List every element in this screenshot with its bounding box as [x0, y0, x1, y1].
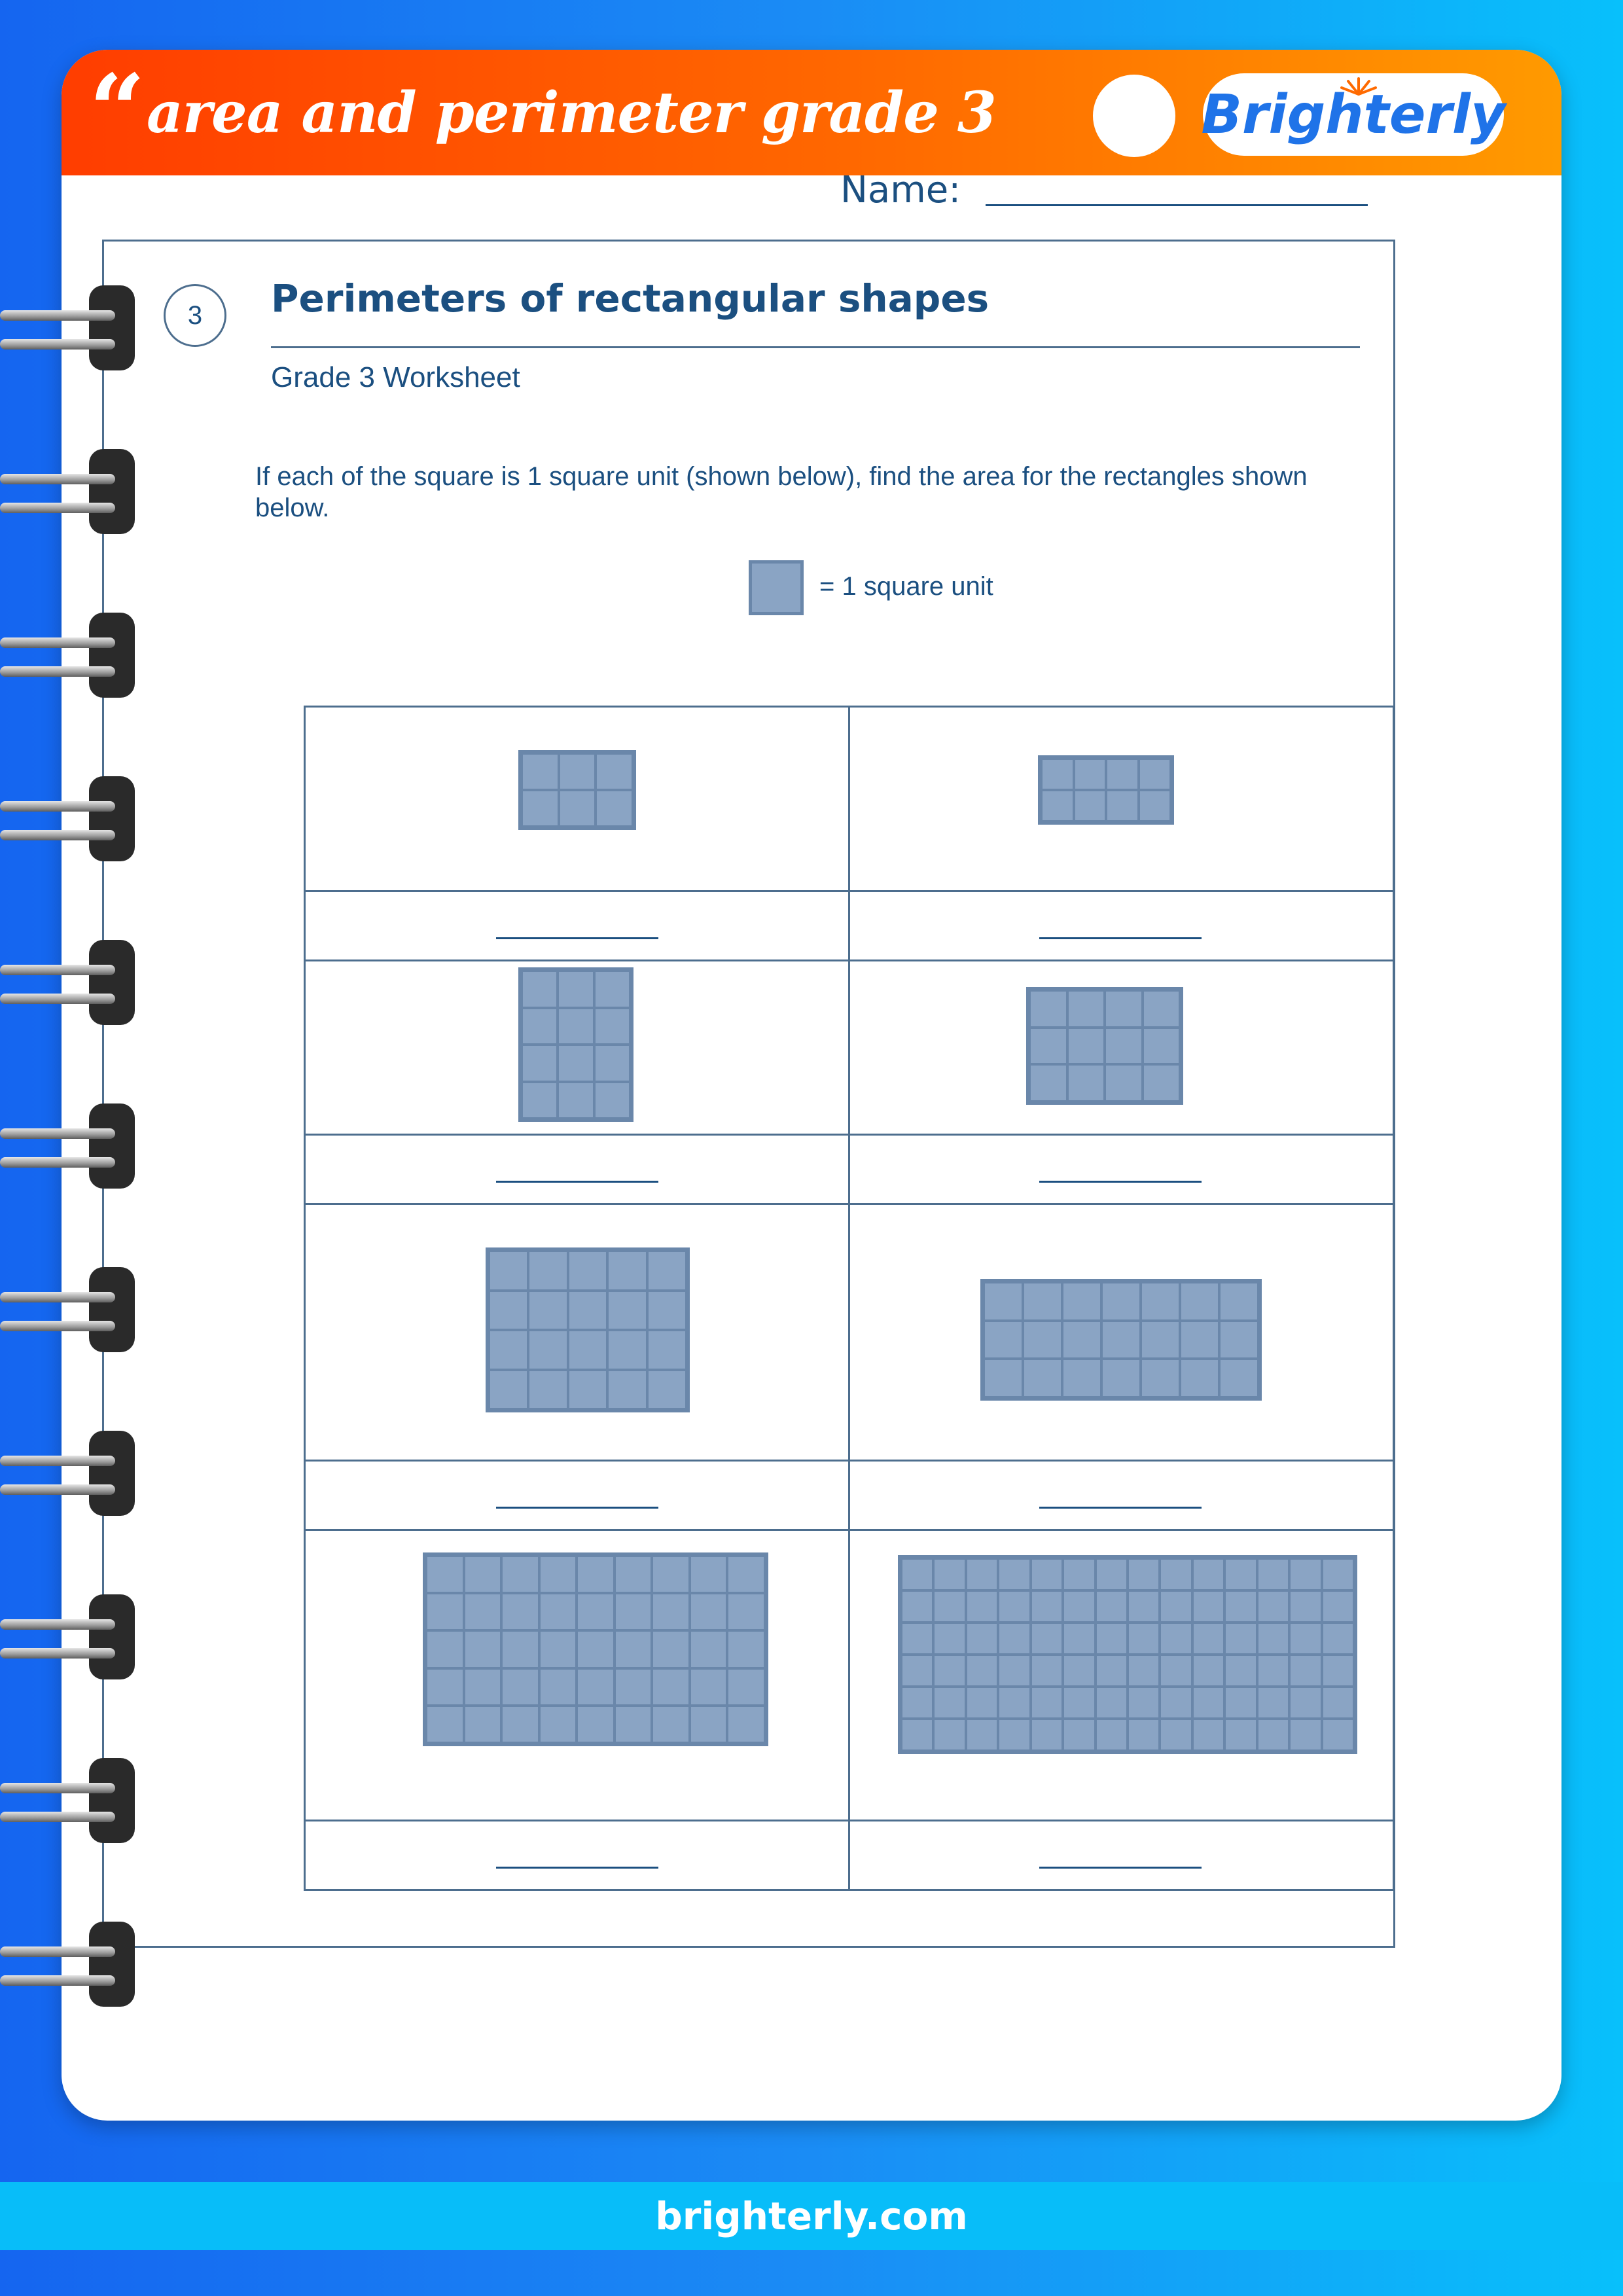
unit-square — [998, 1655, 1030, 1687]
unit-square — [568, 1330, 607, 1370]
unit-square — [647, 1330, 687, 1370]
rectangle-shape — [1026, 987, 1183, 1105]
unit-square — [1105, 1064, 1143, 1102]
unit-square — [568, 1370, 607, 1410]
answer-line[interactable] — [1039, 937, 1202, 939]
unit-square — [690, 1630, 728, 1668]
unit-square — [594, 1082, 630, 1119]
unit-square — [1180, 1321, 1219, 1359]
unit-square — [1128, 1623, 1160, 1655]
unit-square — [901, 1687, 933, 1719]
ring-wire — [0, 1321, 115, 1331]
unit-square — [1219, 1359, 1258, 1397]
spiral-ring — [0, 449, 137, 534]
unit-square — [615, 1556, 652, 1593]
rectangle-shape — [486, 1247, 690, 1412]
ring-wire — [0, 801, 115, 812]
unit-square — [1192, 1590, 1224, 1623]
unit-square — [1041, 759, 1074, 790]
unit-square — [1096, 1590, 1128, 1623]
unit-square — [1143, 1028, 1181, 1065]
ring-hole — [89, 285, 135, 370]
unit-square — [1160, 1623, 1192, 1655]
unit-square — [528, 1330, 567, 1370]
rectangle-shape — [518, 967, 633, 1122]
unit-square — [727, 1668, 765, 1706]
ring-hole — [89, 1758, 135, 1843]
unit-square — [1096, 1719, 1128, 1751]
unit-square — [966, 1623, 998, 1655]
answer-line[interactable] — [496, 1181, 658, 1183]
unit-square — [1063, 1558, 1095, 1590]
unit-square — [464, 1593, 502, 1630]
unit-square — [1105, 990, 1143, 1028]
ring-wire — [0, 1292, 115, 1302]
unit-square — [933, 1558, 965, 1590]
unit-square — [1224, 1590, 1257, 1623]
unit-square — [1101, 1282, 1141, 1321]
unit-square — [1192, 1719, 1224, 1751]
unit-square — [1257, 1655, 1289, 1687]
unit-square — [594, 1045, 630, 1082]
unit-square — [501, 1668, 539, 1706]
unit-square — [1062, 1321, 1101, 1359]
unit-square — [1031, 1623, 1063, 1655]
unit-square — [1023, 1321, 1062, 1359]
unit-square — [933, 1655, 965, 1687]
unit-square — [539, 1668, 577, 1706]
unit-square — [1322, 1687, 1354, 1719]
legend-label: = 1 square unit — [819, 572, 993, 601]
ring-hole — [89, 940, 135, 1025]
spiral-ring — [0, 940, 137, 1025]
unit-square — [528, 1251, 567, 1291]
unit-square — [615, 1630, 652, 1668]
ring-wire — [0, 994, 115, 1004]
unit-square — [1141, 1321, 1180, 1359]
unit-square — [615, 1593, 652, 1630]
unit-square — [652, 1593, 690, 1630]
unit-square — [652, 1630, 690, 1668]
unit-square — [426, 1593, 464, 1630]
unit-square — [1322, 1719, 1354, 1751]
unit-square — [1067, 1064, 1105, 1102]
unit-square — [1096, 1655, 1128, 1687]
ring-wire — [0, 474, 115, 484]
spiral-ring — [0, 613, 137, 698]
unit-square — [1139, 759, 1171, 790]
unit-square — [1257, 1590, 1289, 1623]
unit-square — [1041, 790, 1074, 821]
unit-square — [489, 1251, 528, 1291]
answer-line[interactable] — [1039, 1507, 1202, 1509]
unit-square — [1180, 1282, 1219, 1321]
unit-square — [901, 1590, 933, 1623]
spiral-ring — [0, 1922, 137, 2007]
unit-square — [558, 1045, 594, 1082]
unit-square — [901, 1558, 933, 1590]
unit-square — [998, 1719, 1030, 1751]
ring-wire — [0, 339, 115, 350]
ring-wire — [0, 1946, 115, 1957]
unit-square — [522, 1082, 558, 1119]
unit-square — [539, 1706, 577, 1743]
ring-hole — [89, 1431, 135, 1516]
table-rule — [304, 706, 306, 1891]
unit-square — [1063, 1655, 1095, 1687]
ring-wire — [0, 1975, 115, 1986]
unit-square — [1029, 1028, 1067, 1065]
unit-square — [1257, 1687, 1289, 1719]
unit-square — [1289, 1623, 1321, 1655]
spiral-ring — [0, 1267, 137, 1352]
answer-line[interactable] — [496, 1507, 658, 1509]
unit-square — [727, 1706, 765, 1743]
ring-wire — [0, 637, 115, 648]
unit-square — [559, 753, 596, 790]
unit-square — [1160, 1590, 1192, 1623]
brand-logo-pill[interactable] — [1203, 73, 1504, 156]
unit-square — [1224, 1719, 1257, 1751]
unit-square — [577, 1556, 615, 1593]
unit-square — [1074, 759, 1107, 790]
unit-square — [596, 753, 633, 790]
unit-square — [489, 1291, 528, 1331]
rectangle-shape — [518, 750, 636, 830]
unit-square — [607, 1330, 647, 1370]
ring-hole — [89, 1267, 135, 1352]
unit-square — [501, 1593, 539, 1630]
unit-square — [1096, 1623, 1128, 1655]
unit-square — [1322, 1590, 1354, 1623]
unit-square — [1063, 1590, 1095, 1623]
unit-square — [1160, 1655, 1192, 1687]
ring-wire — [0, 1128, 115, 1139]
unit-square — [426, 1556, 464, 1593]
ring-hole — [89, 613, 135, 698]
unit-square — [933, 1719, 965, 1751]
unit-square — [1128, 1590, 1160, 1623]
unit-square — [1224, 1655, 1257, 1687]
answer-line[interactable] — [1039, 1181, 1202, 1183]
unit-square — [1063, 1623, 1095, 1655]
unit-square — [647, 1370, 687, 1410]
question-number-badge: 3 — [164, 284, 226, 347]
unit-square — [1180, 1359, 1219, 1397]
unit-square — [1143, 990, 1181, 1028]
unit-square — [464, 1630, 502, 1668]
table-rule — [1393, 706, 1395, 1891]
ring-wire — [0, 1812, 115, 1822]
unit-square — [901, 1655, 933, 1687]
unit-square — [577, 1593, 615, 1630]
unit-square — [1063, 1719, 1095, 1751]
unit-square — [607, 1291, 647, 1331]
unit-square — [1067, 1028, 1105, 1065]
rectangle-shape — [980, 1279, 1262, 1401]
unit-square — [1224, 1558, 1257, 1590]
unit-square — [522, 753, 559, 790]
quote-icon: “ — [89, 53, 146, 168]
unit-square — [652, 1556, 690, 1593]
unit-square — [1023, 1359, 1062, 1397]
footer-site-link[interactable]: brighterly.com — [655, 2194, 968, 2238]
unit-square — [984, 1359, 1023, 1397]
unit-square — [1192, 1687, 1224, 1719]
unit-square — [558, 971, 594, 1008]
unit-square — [966, 1655, 998, 1687]
unit-square — [1141, 1359, 1180, 1397]
unit-square — [558, 1082, 594, 1119]
unit-square — [727, 1630, 765, 1668]
unit-square — [966, 1687, 998, 1719]
unit-square — [1289, 1558, 1321, 1590]
unit-square — [1257, 1719, 1289, 1751]
ring-hole — [89, 1594, 135, 1679]
unit-square — [594, 1008, 630, 1045]
unit-square — [652, 1706, 690, 1743]
brighterly-logo: Brighterly — [1201, 83, 1506, 146]
unit-square — [501, 1630, 539, 1668]
worksheet-title: Perimeters of rectangular shapes — [271, 276, 990, 321]
unit-square — [539, 1556, 577, 1593]
unit-square — [1141, 1282, 1180, 1321]
unit-square — [1192, 1655, 1224, 1687]
unit-square — [501, 1706, 539, 1743]
unit-square — [615, 1706, 652, 1743]
unit-square — [1128, 1655, 1160, 1687]
answer-line[interactable] — [496, 937, 658, 939]
unit-square — [568, 1251, 607, 1291]
header-title: area and perimeter grade 3 — [147, 80, 996, 146]
unit-square — [1322, 1623, 1354, 1655]
unit-square — [1160, 1719, 1192, 1751]
spiral-ring — [0, 1594, 137, 1679]
unit-square — [607, 1370, 647, 1410]
unit-square — [1106, 759, 1139, 790]
unit-square — [1074, 790, 1107, 821]
unit-square — [984, 1321, 1023, 1359]
unit-square — [426, 1706, 464, 1743]
unit-square — [1031, 1590, 1063, 1623]
table-rule — [848, 706, 850, 1891]
unit-square — [966, 1558, 998, 1590]
unit-square — [1031, 1655, 1063, 1687]
unit-square — [594, 971, 630, 1008]
spiral-ring — [0, 776, 137, 861]
unit-square — [984, 1282, 1023, 1321]
unit-square — [489, 1330, 528, 1370]
unit-square — [607, 1251, 647, 1291]
unit-square — [464, 1668, 502, 1706]
unit-square — [1128, 1558, 1160, 1590]
unit-square — [1023, 1282, 1062, 1321]
name-input-line[interactable] — [986, 204, 1368, 206]
unit-square — [528, 1370, 567, 1410]
unit-square — [966, 1590, 998, 1623]
unit-square — [933, 1687, 965, 1719]
unit-square — [1029, 990, 1067, 1028]
unit-square — [652, 1668, 690, 1706]
unit-square — [539, 1593, 577, 1630]
unit-square — [464, 1556, 502, 1593]
unit-square — [1096, 1558, 1128, 1590]
unit-square — [464, 1706, 502, 1743]
unit-square — [1257, 1558, 1289, 1590]
unit-square — [577, 1706, 615, 1743]
answer-line[interactable] — [1039, 1867, 1202, 1869]
unit-square — [1106, 790, 1139, 821]
unit-square — [615, 1668, 652, 1706]
unit-square — [489, 1370, 528, 1410]
unit-square — [998, 1623, 1030, 1655]
unit-square — [426, 1668, 464, 1706]
ring-hole — [89, 449, 135, 534]
worksheet-subtitle: Grade 3 Worksheet — [271, 361, 520, 393]
unit-square — [577, 1630, 615, 1668]
unit-square — [1096, 1687, 1128, 1719]
unit-square — [577, 1668, 615, 1706]
unit-square — [690, 1593, 728, 1630]
spiral-ring — [0, 1431, 137, 1516]
unit-square — [522, 790, 559, 827]
spiral-ring — [0, 285, 137, 370]
rectangle-shape — [1038, 755, 1174, 825]
ring-wire — [0, 1783, 115, 1793]
ring-wire — [0, 965, 115, 975]
unit-square — [1219, 1321, 1258, 1359]
unit-square — [522, 1008, 558, 1045]
unit-square — [933, 1590, 965, 1623]
unit-square — [690, 1556, 728, 1593]
unit-square — [933, 1623, 965, 1655]
unit-square — [1289, 1719, 1321, 1751]
ring-hole — [89, 776, 135, 861]
ring-wire — [0, 666, 115, 677]
unit-square — [1062, 1282, 1101, 1321]
ring-wire — [0, 1484, 115, 1495]
rectangle-shape — [423, 1552, 768, 1746]
instructions-text: If each of the square is 1 square unit (shown below), find the area for the rectangles shown below. — [255, 462, 1308, 522]
unit-square — [1219, 1282, 1258, 1321]
unit-square — [1062, 1359, 1101, 1397]
unit-square — [1192, 1623, 1224, 1655]
rectangle-shape — [898, 1555, 1357, 1754]
unit-square — [558, 1008, 594, 1045]
unit-square — [998, 1590, 1030, 1623]
unit-square — [1128, 1687, 1160, 1719]
unit-square — [1289, 1687, 1321, 1719]
ring-wire — [0, 1456, 115, 1466]
name-label: Name: — [840, 169, 961, 211]
unit-square — [1224, 1623, 1257, 1655]
unit-square — [901, 1623, 933, 1655]
unit-square — [1105, 1028, 1143, 1065]
header-circle-decoration — [1093, 75, 1175, 157]
unit-square — [1289, 1655, 1321, 1687]
unit-square — [426, 1630, 464, 1668]
ring-hole — [89, 1922, 135, 2007]
unit-square — [522, 971, 558, 1008]
answer-line[interactable] — [496, 1867, 658, 1869]
unit-square — [1101, 1359, 1141, 1397]
unit-square — [966, 1719, 998, 1751]
unit-square — [690, 1668, 728, 1706]
unit-square — [1160, 1687, 1192, 1719]
unit-square — [1160, 1558, 1192, 1590]
unit-square — [1224, 1687, 1257, 1719]
unit-square — [1128, 1719, 1160, 1751]
unit-square — [1031, 1558, 1063, 1590]
unit-square — [1139, 790, 1171, 821]
unit-square — [1192, 1558, 1224, 1590]
unit-square — [1029, 1064, 1067, 1102]
unit-square — [1101, 1321, 1141, 1359]
ring-hole — [89, 1103, 135, 1189]
unit-square — [1031, 1719, 1063, 1751]
unit-square — [596, 790, 633, 827]
unit-square — [1143, 1064, 1181, 1102]
unit-square — [568, 1291, 607, 1331]
unit-square — [1067, 990, 1105, 1028]
unit-square — [539, 1630, 577, 1668]
spiral-ring — [0, 1758, 137, 1843]
title-divider — [271, 346, 1360, 348]
unit-square — [727, 1556, 765, 1593]
ring-wire — [0, 830, 115, 840]
unit-square — [1031, 1687, 1063, 1719]
unit-square — [690, 1706, 728, 1743]
header-bar — [62, 50, 1561, 175]
unit-square — [1322, 1558, 1354, 1590]
unit-square — [1322, 1655, 1354, 1687]
unit-square — [727, 1593, 765, 1630]
unit-square — [522, 1045, 558, 1082]
ring-wire — [0, 1157, 115, 1168]
ring-wire — [0, 1648, 115, 1659]
unit-square — [1063, 1687, 1095, 1719]
unit-square — [998, 1558, 1030, 1590]
ring-wire — [0, 310, 115, 321]
ring-wire — [0, 503, 115, 513]
ring-wire — [0, 1619, 115, 1630]
unit-square — [1257, 1623, 1289, 1655]
unit-square — [998, 1687, 1030, 1719]
unit-square — [559, 790, 596, 827]
unit-square — [501, 1556, 539, 1593]
spiral-ring — [0, 1103, 137, 1189]
unit-square — [647, 1251, 687, 1291]
unit-square — [1289, 1590, 1321, 1623]
unit-square — [647, 1291, 687, 1331]
unit-square — [901, 1719, 933, 1751]
unit-square-legend — [749, 560, 804, 615]
unit-square — [528, 1291, 567, 1331]
